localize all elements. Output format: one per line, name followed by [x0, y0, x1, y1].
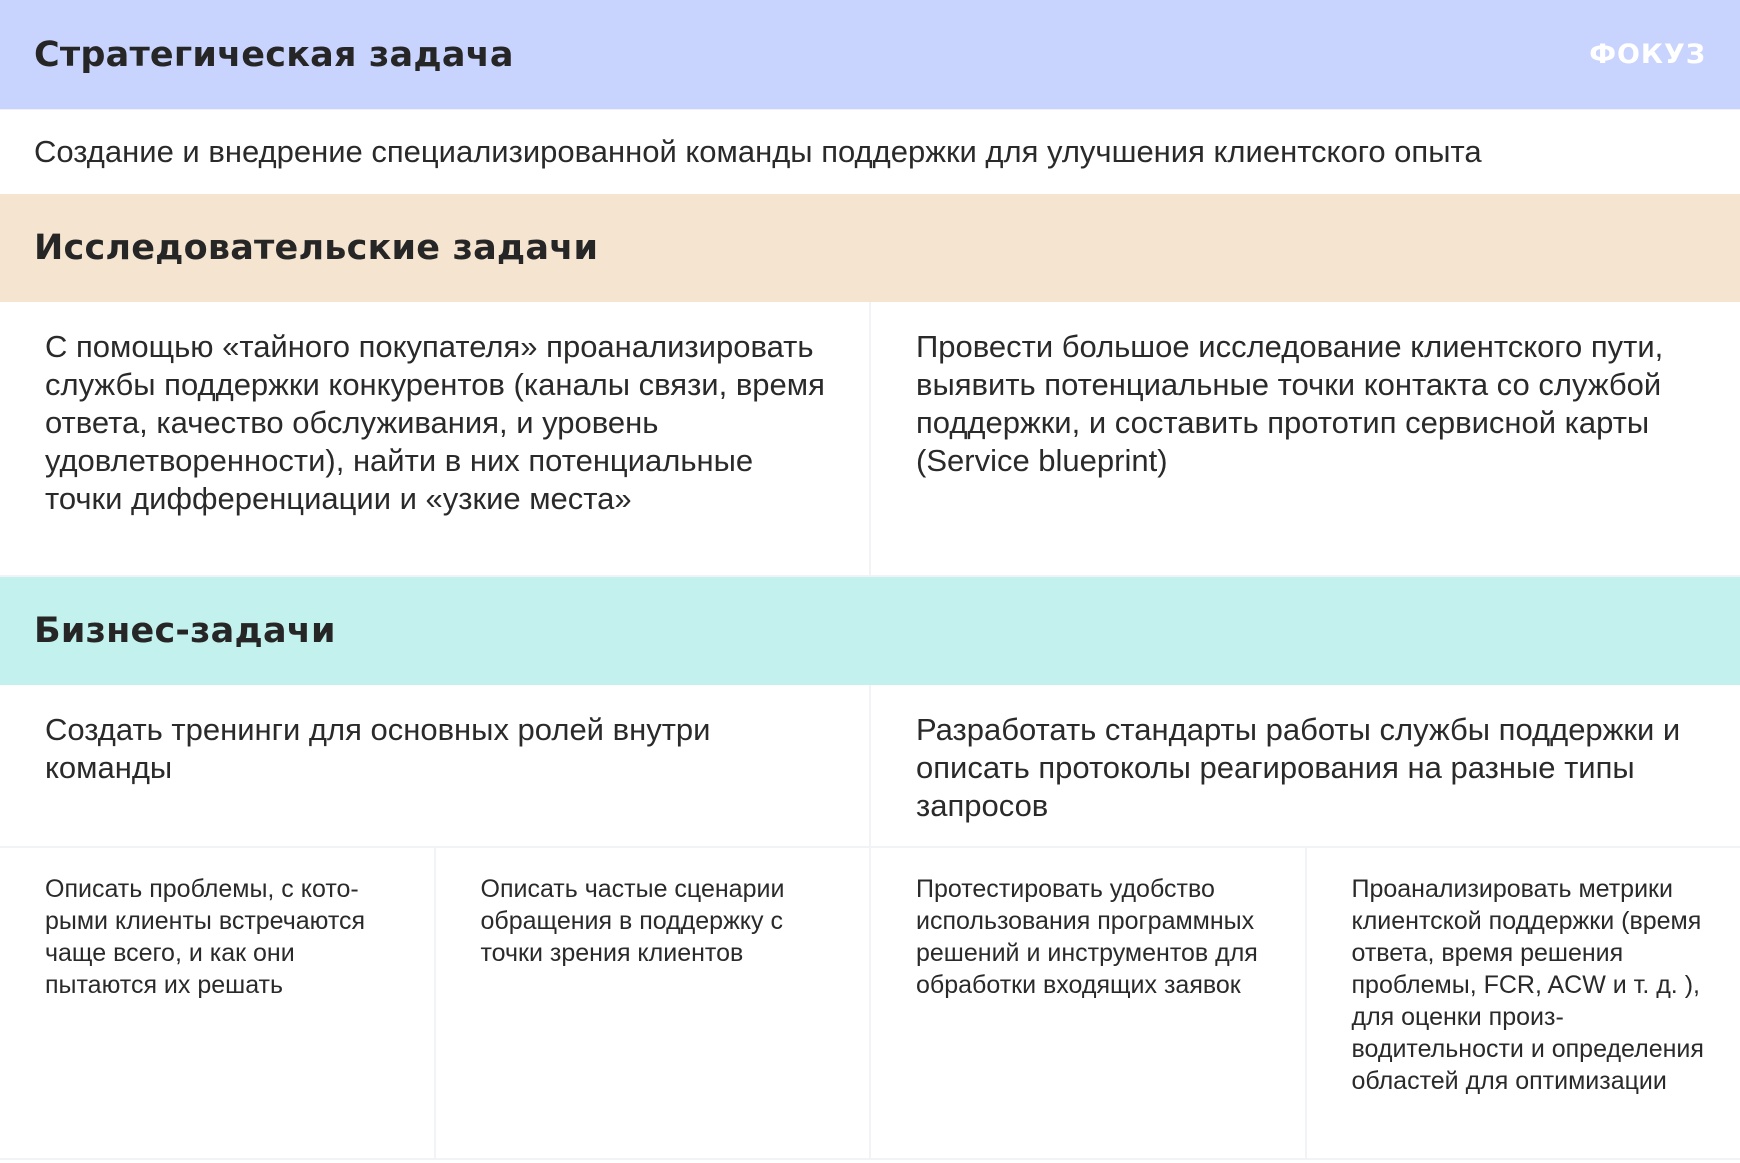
- business-subtasks-row: [0, 848, 1740, 1160]
- business-subtask: Описать частые сценарии обращения в поддержку с точки зрения клиентов: [436, 848, 872, 1160]
- focus-logo: ФОКУЗ: [1589, 39, 1706, 70]
- business-subtask: Протестировать удобство использования программных решений и инструментов для обработки входящих заявок: [871, 848, 1307, 1160]
- research-item: С помощью «тайного покупателя» проанализировать службы поддержки конкурентов (каналы связи, время ответа, качество обслуживания, и уровень удовлетворенности), найти в них потенциальные точки дифференциации и «узкие места»: [0, 302, 871, 577]
- business-subtask: Описать проблемы, с которыми клиенты встречаются чаще всего, и как они пытаются их решать: [0, 848, 436, 1160]
- strategic-description: Создание и внедрение специализированной команды поддержки для улучшения клиентского опыта: [0, 109, 1740, 194]
- business-title: Бизнес-задачи: [34, 611, 336, 651]
- business-row: [0, 685, 1740, 848]
- business-item: Создать тренинги для основных ролей внутри команды: [0, 685, 871, 848]
- strategic-header: [0, 0, 1740, 109]
- research-title: Исследовательские задачи: [34, 228, 599, 268]
- business-item: Разработать стандарты работы службы поддержки и описать протоколы реагирования на разные типы запросов: [871, 685, 1740, 848]
- research-row: [0, 302, 1740, 577]
- business-header: [0, 577, 1740, 685]
- research-item: Провести большое исследование клиентского пути, выявить потенциальные точки контакта со службой поддержки, и составить прототип сервисной карты (Service blueprint): [871, 302, 1740, 577]
- business-subtask: Проанализировать метрики клиентской поддержки (время ответа, время решения проблемы, FCR, ACW и т. д. ), для оценки производительности и определения областей для оптимизации: [1307, 848, 1740, 1160]
- strategic-title: Стратегическая задача: [34, 34, 514, 75]
- research-header: [0, 194, 1740, 302]
